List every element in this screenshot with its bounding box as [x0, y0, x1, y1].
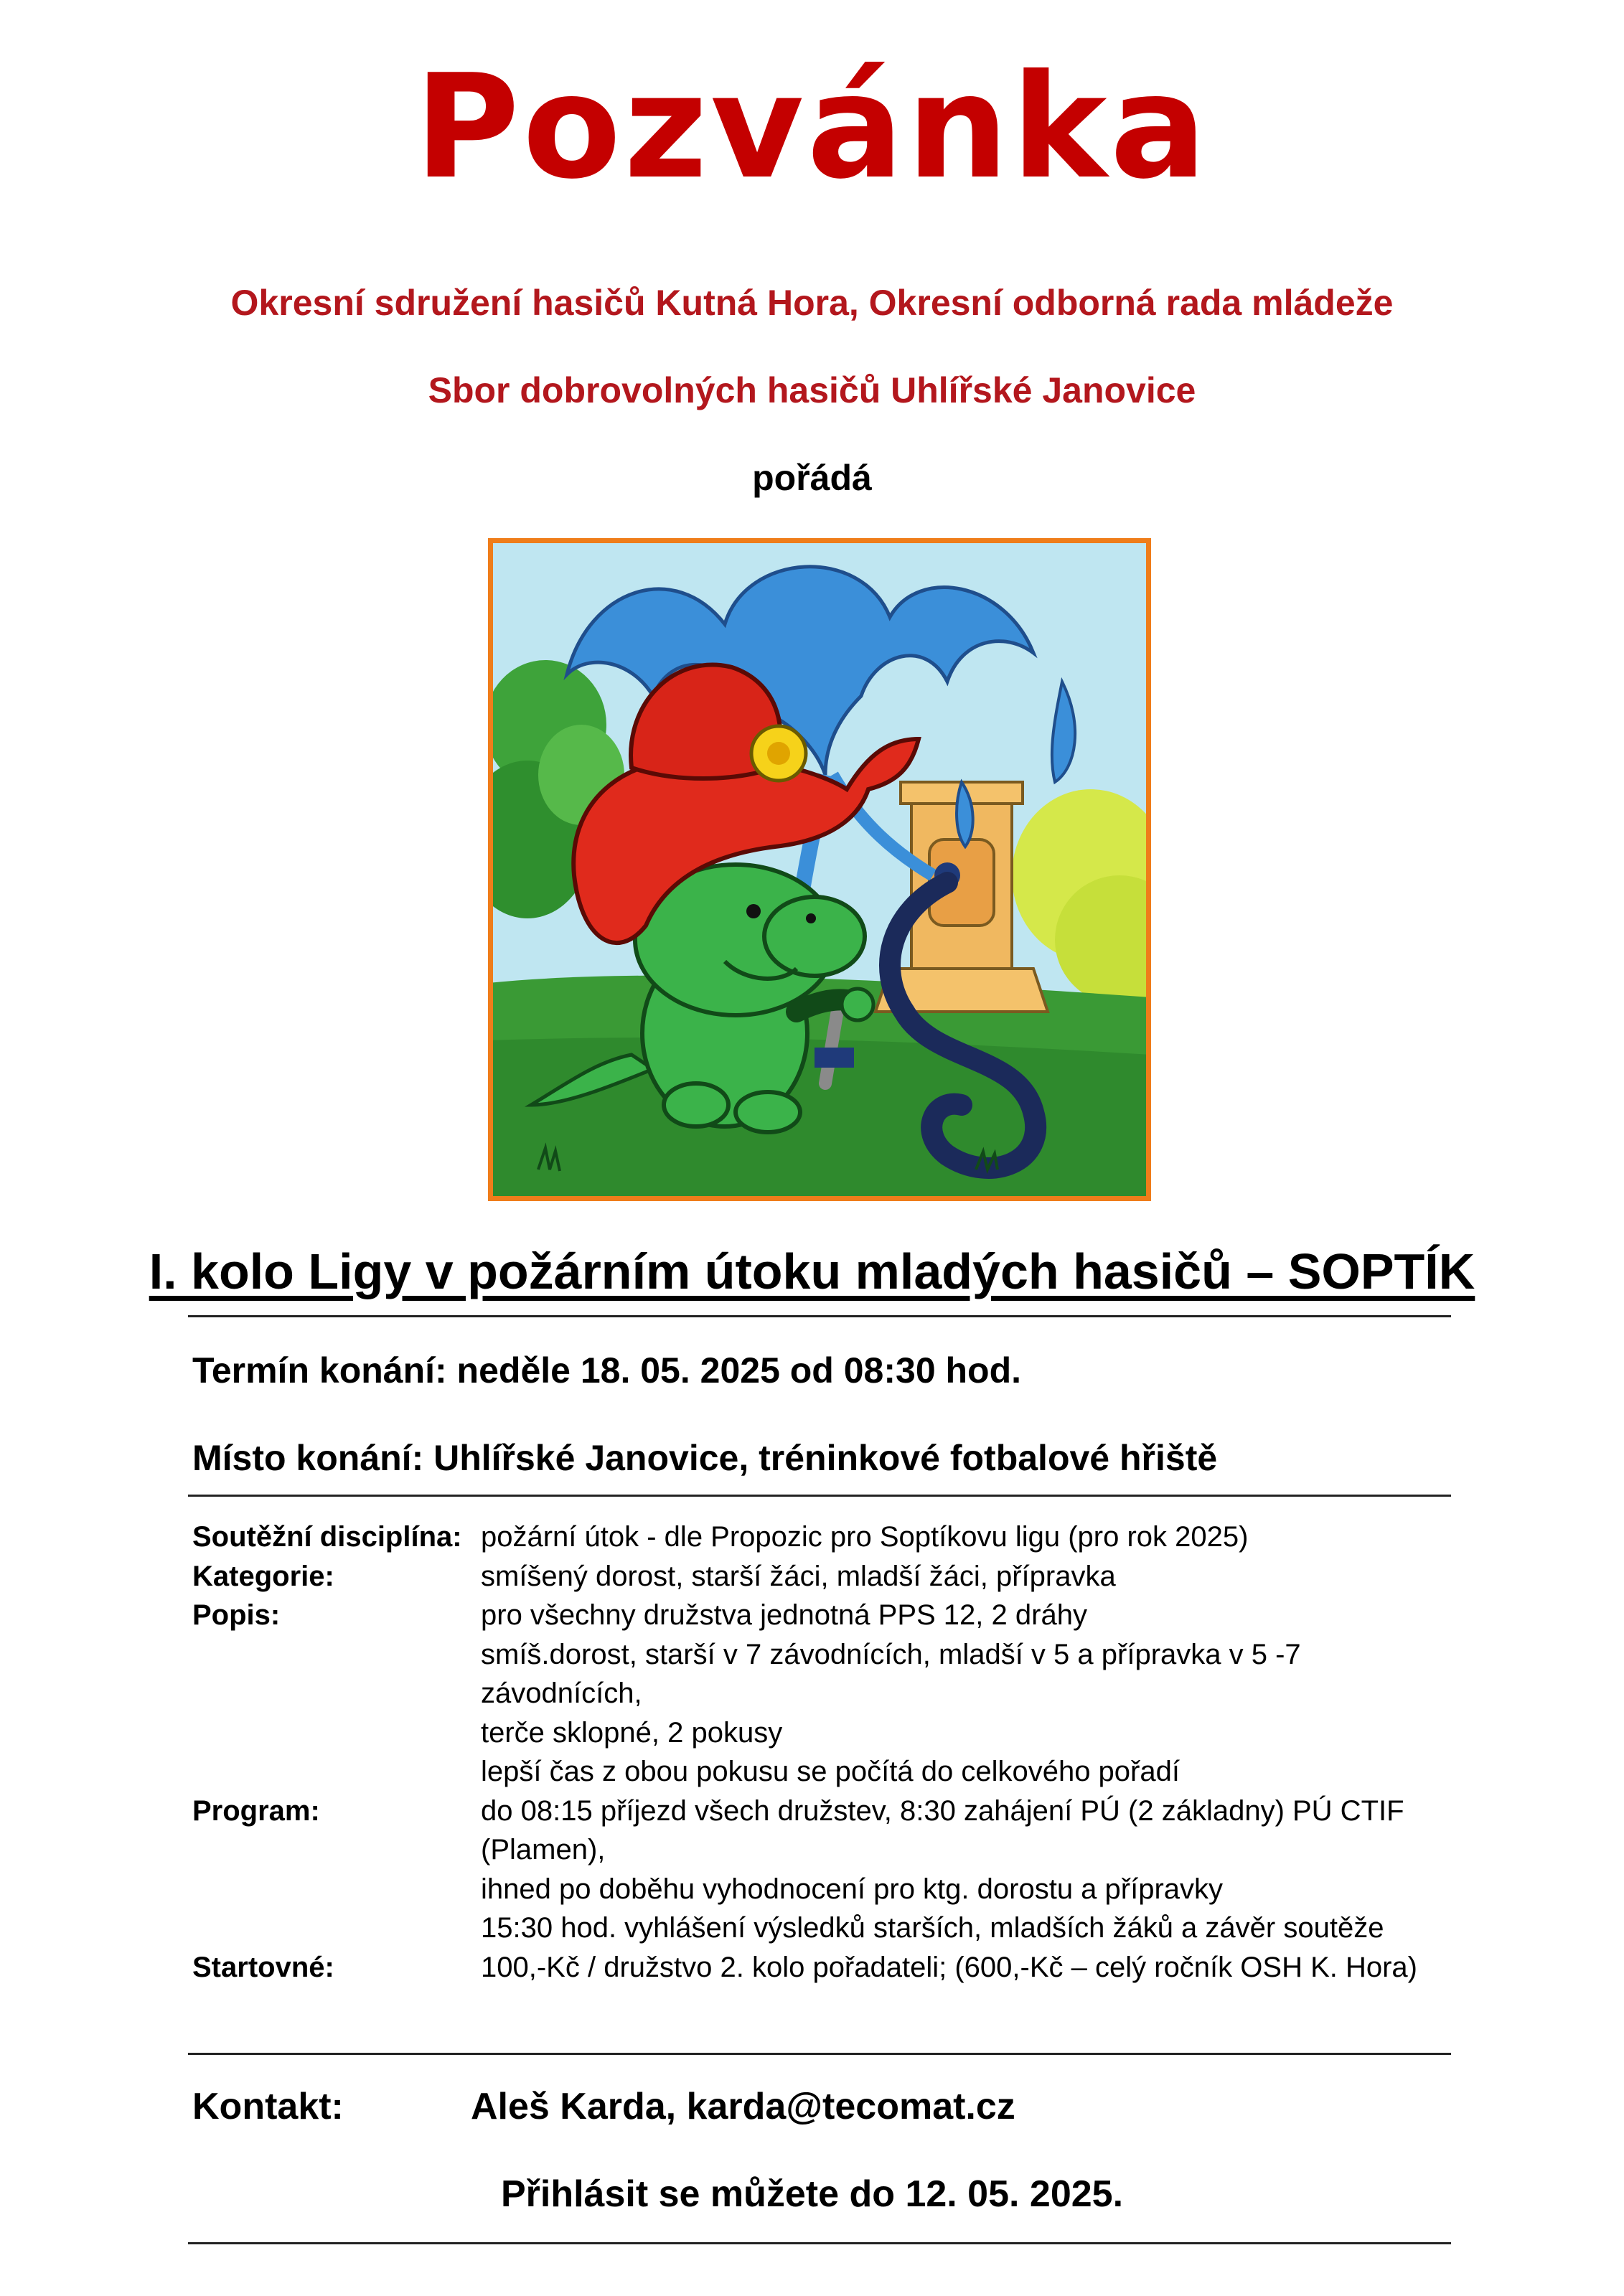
organizer-line-2: Sbor dobrovolných hasičů Uhlířské Janovice — [428, 370, 1196, 410]
detail-row-discipline — [192, 1518, 1441, 1557]
detail-value: smíš.dorost, starší v 7 závodnících, mladší v 5 a přípravka v 5 -7 závodnících, — [481, 1638, 1301, 1709]
contact-label: Kontakt: — [192, 2086, 344, 2127]
organizer-line-1: Okresní sdružení hasičů Kutná Hora, Okresní odborná rada mládeže — [230, 283, 1394, 323]
detail-value: pro všechny družstva jednotná PPS 12, 2 dráhy — [481, 1599, 1087, 1631]
detail-value: terče sklopné, 2 pokusy — [481, 1716, 783, 1749]
registration-deadline: Přihlásit se můžete do 12. 05. 2025. — [500, 2173, 1124, 2215]
detail-row-category — [192, 1557, 1441, 1596]
divider — [188, 1495, 1451, 1497]
detail-value: 100,-Kč / družstvo 2. kolo pořadateli; (600,-Kč – celý ročník OSH K. Hora) — [481, 1951, 1417, 1983]
divider — [188, 1315, 1451, 1317]
event-heading: I. kolo Ligy v požárním útoku mladých hasičů – SOPTÍK — [149, 1243, 1475, 1299]
detail-label: Kategorie: — [192, 1560, 334, 1592]
soptik-dragon-illustration — [488, 538, 1151, 1201]
invitation-title: Pozvánka — [414, 44, 1210, 211]
divider — [188, 2242, 1451, 2244]
detail-label: Popis: — [192, 1599, 281, 1631]
detail-row-program — [192, 1792, 1441, 1948]
detail-value: lepší čas z obou pokusu se počítá do celkového pořadí — [481, 1756, 1180, 1787]
detail-value: do 08:15 příjezd všech družstev, 8:30 zahájení PÚ (2 základny) PÚ CTIF (Plamen), — [481, 1794, 1404, 1866]
contact-value: Aleš Karda, karda@tecomat.cz — [471, 2086, 1015, 2127]
detail-row-entry-fee — [192, 1948, 1441, 1987]
detail-value: ihned po doběhu vyhodnocení pro ktg. dorostu a přípravky — [481, 1873, 1224, 1905]
detail-label: Program: — [192, 1794, 320, 1827]
hosts-word: pořádá — [752, 458, 872, 498]
event-date-line: Termín konání: neděle 18. 05. 2025 od 08:30 hod. — [192, 1350, 1022, 1391]
divider — [188, 2053, 1451, 2055]
detail-label: Startovné: — [192, 1951, 334, 1983]
event-place-line: Místo konání: Uhlířské Janovice, tréninkové fotbalové hřiště — [192, 1438, 1218, 1478]
event-details — [192, 1518, 1441, 1987]
detail-label: Soutěžní disciplína: — [192, 1521, 462, 1553]
detail-value: 15:30 hod. vyhlášení výsledků starších, mladších žáků a závěr soutěže — [481, 1912, 1384, 1944]
detail-row-description — [192, 1596, 1441, 1792]
detail-value: požární útok - dle Propozic pro Soptíkovu ligu (pro rok 2025) — [481, 1521, 1249, 1553]
detail-value: smíšený dorost, starší žáci, mladší žáci, přípravka — [481, 1560, 1116, 1592]
